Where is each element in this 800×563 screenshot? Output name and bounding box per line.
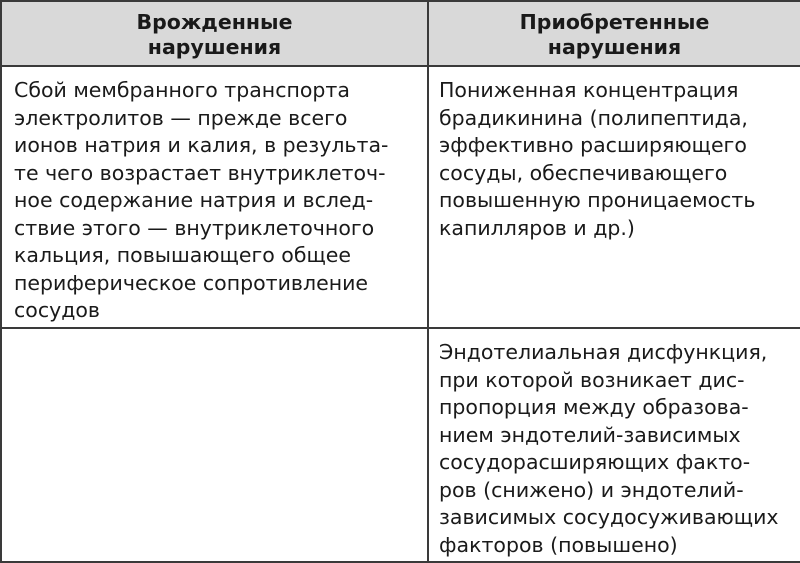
header-congenital: [1, 1, 428, 66]
table-row: [1, 66, 800, 328]
header-acquired: [428, 1, 800, 66]
table-header-row: [1, 1, 800, 66]
cell-acquired-text: Пониженная концентрация брадикинина (полипептида, эффективно расширяющего сосуды, обеспечивающего повышенную проницаемость капилляров и др.): [439, 78, 756, 240]
cell-congenital-text: Сбой мембранного транспорта электролитов — прежде всего ионов натрия и калия, в результа- те чего возрастает внутриклеточ- ное содержание натрия и вслед- ствие этого — внутриклеточного кальция, повышающего общее периферическое сопротивление сосудов: [14, 78, 389, 322]
cell-congenital: [1, 66, 428, 328]
cell-acquired-text: Эндотелиальная дисфункция, при которой возникает дис- пропорция между образова- нием эндотелий-зависимых сосудорасширяющих факто- ров (снижено) и эндотелий- зависимых сосудосуживающих факторов (повышено): [439, 340, 779, 557]
table-row: [1, 328, 800, 562]
cell-congenital-empty: [1, 328, 428, 562]
cell-acquired: [428, 328, 800, 562]
cell-acquired: [428, 66, 800, 328]
header-acquired-label: Приобретенные нарушения: [519, 9, 710, 59]
header-congenital-label: Врожденные нарушения: [136, 9, 293, 59]
